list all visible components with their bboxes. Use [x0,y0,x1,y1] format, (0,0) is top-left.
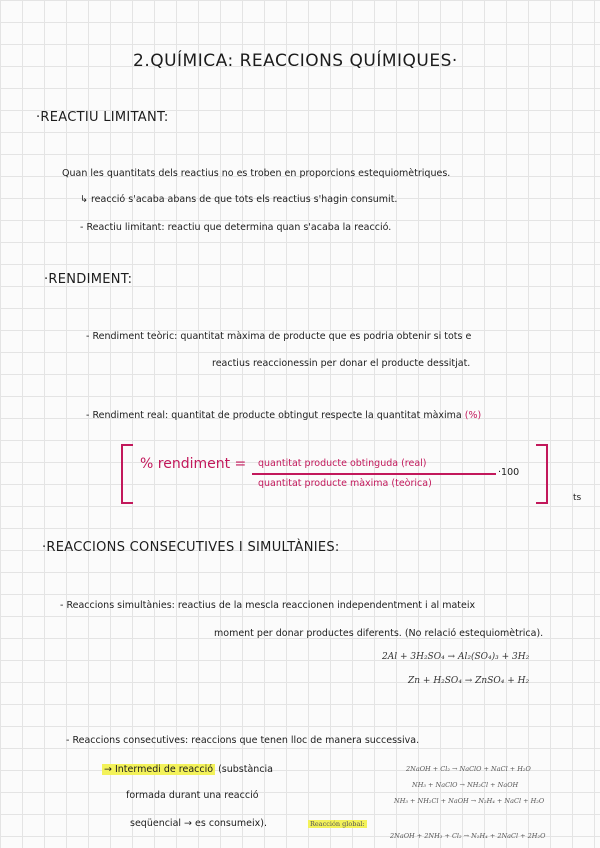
rendiment-real-text: - Rendiment real: quantitat de producte obtingut respecte la quantitat màxima [86,410,462,421]
formula-denominator: quantitat producte màxima (teòrica) [258,478,432,489]
formula-bracket-right [536,444,548,504]
formula-bracket-left [121,444,133,504]
reactiu-line-3: - Reactiu limitant: reactiu que determina quan s'acaba la reacció. [80,222,392,233]
page-title: 2.QUÍMICA: REACCIONS QUÍMIQUES· [133,51,458,71]
heading-reactiu-limitant: ·REACTIU LIMITANT: [36,110,169,125]
simultanies-line-1: - Reaccions simultànies: reactius de la mescla reaccionen independentment i al mateix [60,600,476,611]
consecutive-equation-2: NH₃ + NaClO → NH₂Cl + NaOH [412,781,519,789]
intermedi-rest: (substància [218,764,274,775]
reactiu-line-1: Quan les quantitats dels reactius no es troben en proporcions estequiomètriques. [62,168,451,179]
consecutives-line: - Reaccions consecutives: reaccions que tenen lloc de manera successiva. [66,735,420,746]
intermedi-line-1 [102,764,273,775]
global-label: Reacción global: [310,820,365,828]
heading-reaccions: ·REACCIONS CONSECUTIVES I SIMULTÀNIES: [42,540,340,555]
equation-2: Zn + H₂SO₄ → ZnSO₄ + H₂ [408,676,530,686]
intermedi-line-2: formada durant una reacció [126,790,259,801]
intermedi-label: → Intermedi de reacció [104,764,214,775]
rendiment-real-percent: (%) [464,410,482,421]
consecutive-equation-global: 2NaOH + 2NH₃ + Cl₂ → N₂H₄ + 2NaCl + 2H₂O [390,832,546,840]
intermedi-line-3: seqüencial → es consumeix). [130,818,267,829]
rendiment-teoric-line-1: - Rendiment teòric: quantitat màxima de producte que es podria obtenir si tots e [86,331,472,342]
simultanies-line-2: moment per donar productes diferents. (No relació estequiomètrica). [214,628,544,639]
reactiu-line-2: ↳ reacció s'acaba abans de que tots els reactius s'hagin consumit. [80,194,398,205]
heading-rendiment: ·RENDIMENT: [44,272,133,287]
formula-numerator: quantitat producte obtinguda (real) [258,458,427,469]
formula-lhs: % rendiment = [140,456,247,472]
formula-multiplier: ·100 [498,467,520,478]
consecutive-equation-1: 2NaOH + Cl₂ → NaClO + NaCl + H₂O [406,765,531,773]
consecutive-equation-3: NH₃ + NH₂Cl + NaOH → N₂H₄ + NaCl + H₂O [394,797,545,805]
rendiment-real-line [86,410,481,421]
equation-1: 2Al + 3H₂SO₄ → Al₂(SO₄)₃ + 3H₂ [382,652,530,662]
formula-fraction-line [252,473,496,475]
rendiment-teoric-line-2: reactius reaccionessin per donar el producte dessitjat. [212,358,471,369]
side-mark: ts [573,493,582,503]
